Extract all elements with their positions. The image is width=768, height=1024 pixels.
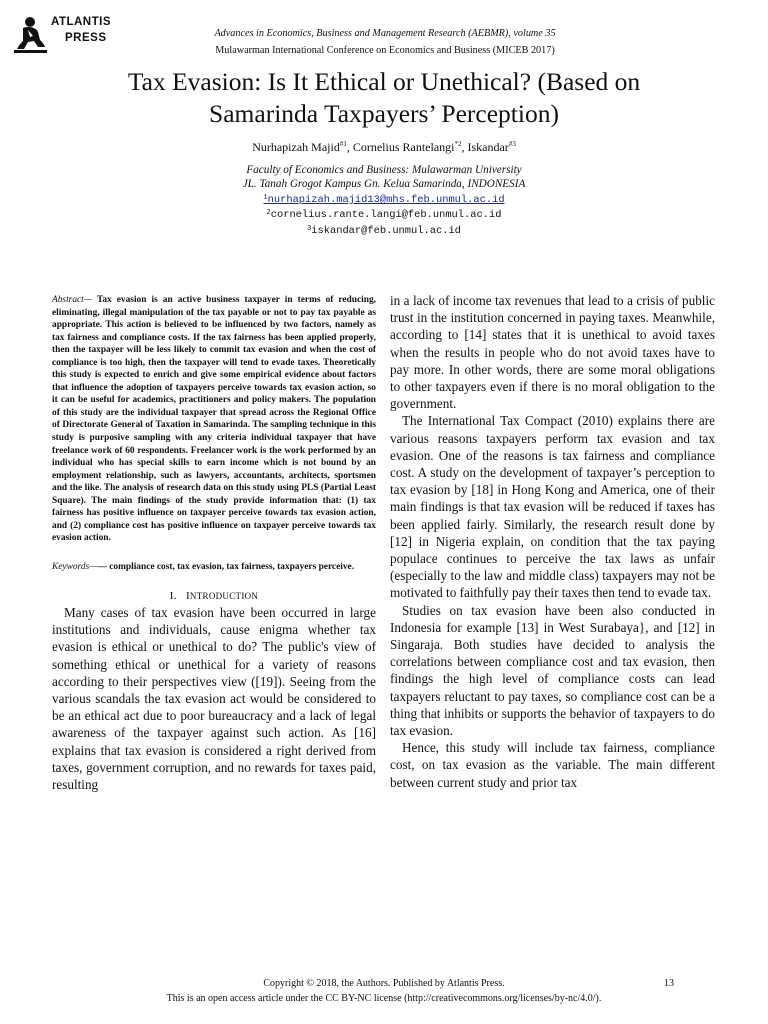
affiliation-line2: JL. Tanah Grogot Kampus Gn. Kelua Samarinda, INDONESIA: [242, 178, 526, 190]
email-link-1[interactable]: [80, 194, 688, 206]
license-notice: This is an open access article under the CC BY-NC license (http://creativecommons.org/licenses/by-nc/4.0/).: [166, 993, 602, 1004]
section-heading-introduction: [52, 590, 376, 602]
section-number: I.: [169, 589, 177, 602]
page-number: 13: [664, 978, 674, 989]
email-address: iskandar@feb.unmul.ac.id: [311, 225, 461, 237]
keywords-label: Keywords—: [52, 561, 98, 572]
abstract-label: Abstract—: [52, 295, 93, 305]
journal-header: Advances in Economics, Business and Management Research (AEBMR), volume 35: [214, 28, 556, 39]
body-paragraph: Many cases of tax evasion have been occurred in large institutions and individuals, cause enigma whether tax evasion is ethical or unethical to do? The public's view of something ethical or unethical for a variety of reasons according to their perspectives view ([19]). Seeing from the various scandals the tax evasion act would be considered to be an ethical act due to poor bureaucracy and a lack of legal awareness of the taxpayer against such action. As [16] explains that tax evasion is considered a right derived from taxes, government corruption, and no rewards for taxes paid, resulting: [52, 604, 376, 792]
email-mark: 2: [266, 209, 271, 217]
publisher-name-line1: ATLANTIS: [51, 16, 112, 28]
body-paragraph: Studies on tax evasion have been also conducted in Indonesia for example [13] in West Surabaya}, and [12] in Singaraja. Both studies have decided to analysis the correlations between compliance cost and tax evasion, then findings the high level of compliance costs can lead taxpayers reluctant to pay taxes, so compliance cost can be a thing that inhibits or supports the behavior of taxpayers to do tax evasion.: [390, 602, 715, 739]
email-link-2: [80, 209, 688, 221]
body-paragraph: Hence, this study will include tax fairness, compliance cost, on tax evasion as the variable. The main different between current study and prior tax: [390, 740, 715, 790]
paper-title: [20, 66, 748, 130]
left-column: [52, 294, 376, 793]
abstract-text: Tax evasion is an active business taxpayer in terms of reducing, eliminating, illegal manipulation of the tax payable or not to pay tax payable as appropriate. This action is believed to be influenced by two factors, namely as tax fairness and compliance costs. If the tax fairness has been applied properly, then the taxpayer will be less likely to commit tax evasion and when the cost of compliance is too high, then the taxpayer will tend to evade taxes. Theoretically this study is expected to enrich and give some empirical evidence about factors that influence the adoption of taxpayers perceive towards tax evasion action, so it can be useful for academics, practitioners and policy makers. The population of this study are the individual taxpayer that spread across the Regional Office of Directorate General of Taxation in Samarinda. The sampling technique in this study is purposive sampling with any criteria individual taxpayer that have freelance work of 60 respondents. Freelancer work is the work performed by an individual who has special skills to earn income which is not bound by an employment relationship, such as lawyers, accountants, architects, sportsmen and the like. The analysis of research data on this study using PLS (Partial Least Square). The main findings of the study provide information that: (1) tax fairness has positive influence on taxpayer perceive towards tax evasion action, and (2) compliance cost has positive influence on taxpayer perceive towards tax evasion action.: [52, 295, 376, 544]
email-link-3: [80, 225, 688, 237]
abstract: [52, 294, 376, 545]
author-mark: *2: [454, 140, 462, 148]
section-title-rest: NTRODUCTION: [189, 590, 259, 601]
paper-title-line1: Tax Evasion: Is It Ethical or Unethical? (Based on: [127, 67, 641, 96]
body-paragraph: in a lack of income tax revenues that lead to a crisis of public trust in the institution concerned in paying taxes. Meanwhile, according to [14] states that it is unethical to avoid taxes when the results in people who do not avoid taxes have to pay more. In other words, there are some moral obligations to other taxpayers even if there is no moral obligation to the government.: [390, 293, 715, 412]
conference-header: Mulawarman International Conference on Economics and Business (MICEB 2017): [215, 45, 555, 56]
section-title-initial: I: [185, 589, 190, 602]
publisher-logo: [14, 14, 124, 56]
thinker-logo-icon: [14, 16, 48, 54]
email-mark: 1: [263, 194, 268, 202]
author-separator: ,: [461, 140, 468, 154]
keywords: [52, 561, 376, 574]
author-mark: #3: [508, 140, 516, 148]
author-name: Cornelius Rantelangi: [352, 140, 455, 154]
email-mark: 3: [307, 225, 312, 233]
author-mark: #1: [339, 140, 347, 148]
email-address: cornelius.rante.langi@feb.unmul.ac.id: [270, 209, 502, 221]
keywords-text: — compliance cost, tax evasion, tax fairness, taxpayers perceive.: [97, 561, 355, 572]
author-name: Iskandar: [467, 140, 509, 154]
copyright-notice: Copyright © 2018, the Authors. Published by Atlantis Press.: [263, 978, 505, 989]
email-address: nurhapizah.majid13@mhs.feb.unmul.ac.id: [267, 194, 505, 206]
body-paragraph: The International Tax Compact (2010) explains there are various reasons taxpayers perform tax evasion and tax evasion. One of the reasons is tax fairness and compliance cost. A study on the development of taxpayer’s perception to tax evasion by [18] in Hong Kong and America, one of their main findings is that tax evasion will be reduced if taxes has been applied fairly. Similarly, the research result done by [12] in Nigeria explain, on condition that the tax paying populace continues to perceive the tax laws as unfair (especially to the law and middle class) taxpayers may not be motivated to faithfully pay their taxes then tend to evade tax.: [390, 413, 715, 601]
author-list: [80, 140, 688, 155]
author-separator: ,: [346, 140, 353, 154]
author-name: Nurhapizah Majid: [252, 140, 340, 154]
affiliation-line1: Faculty of Economics and Business: Mulawarman University: [246, 164, 522, 176]
paper-title-line2: Samarinda Taxpayers’ Perception): [209, 99, 559, 128]
publisher-name-line2: PRESS: [65, 32, 107, 44]
right-column: [390, 292, 715, 791]
